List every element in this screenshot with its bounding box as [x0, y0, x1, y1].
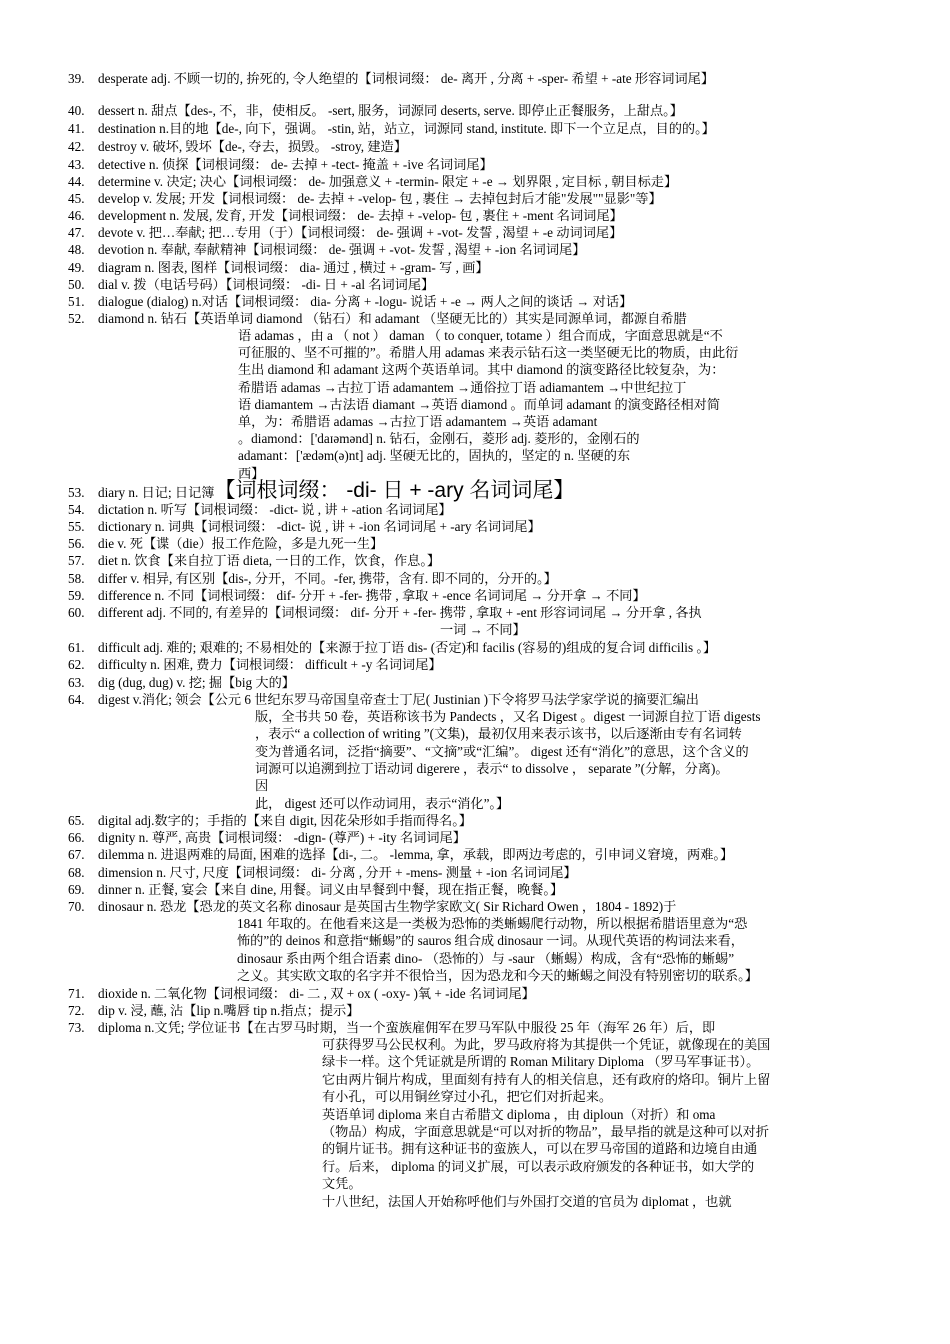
entry-headword: devotion n. 奉献, 奉献精神 — [98, 242, 247, 257]
vocab-entry — [68, 224, 900, 241]
entry-continuation-line: 西】 — [238, 465, 265, 481]
vocab-entry — [68, 518, 900, 535]
vocab-entry — [68, 674, 900, 691]
vocab-entry — [68, 479, 900, 502]
vocab-entry — [68, 812, 900, 829]
vocab-entry — [68, 846, 900, 863]
entry-number: 63. — [68, 675, 85, 690]
entry-headword: determine v. 决定; 决心 — [98, 174, 227, 189]
entry-etymology-note: 【词根词缀： -di- 日 + -ary 名词词尾】 — [214, 479, 575, 502]
entry-continuation-line: 一词 → 不同】 — [440, 622, 526, 637]
entry-headword: dictation n. 听写 — [98, 502, 188, 517]
entry-number: 41. — [68, 121, 85, 136]
entry-headword: dial v. 拨（电话号码） — [98, 277, 226, 292]
entry-continuation-line: 英语单词 diploma 来自古希腊文 diploma ，由 diploun（对折）和 oma — [322, 1106, 716, 1122]
entry-headword: diploma n.文凭; 学位证书 — [98, 1020, 241, 1035]
entry-headword: dialogue (dialog) n.对话 — [98, 294, 229, 309]
entry-continuation-line: （物品）构成，字面意思就是“可以对折的物品”，最早指的就是这种可以对折 — [322, 1124, 769, 1139]
entry-number: 68. — [68, 865, 85, 880]
entry-etymology-note: 【de-, 向下，强调。 -stin, 站，站立，词源同 stand, institute. 即下一个立足点，目的的。】 — [208, 121, 715, 136]
entry-number: 70. — [68, 899, 85, 914]
entry-continuation-line: 单，为：希腊语 adamas →古拉丁语 adamantem →英语 adamant — [238, 414, 598, 429]
entry-headword: detective n. 侦探 — [98, 157, 189, 172]
vocab-entry — [68, 190, 900, 207]
entry-etymology-note: 【词根词缀： de- 去掉 + -tect- 掩盖 + -ive 名词词尾】 — [188, 157, 493, 172]
entry-headword: dip v. 浸, 蘸, 沾 — [98, 1003, 184, 1018]
entry-etymology-note: 【词根词缀： de- 强调 + -vot- 发誓 , 渴望 + -e 动词词尾】 — [300, 225, 623, 240]
entry-number: 51. — [68, 294, 85, 309]
vocab-entry — [68, 639, 900, 656]
entry-headword: digital adj.数字的；手指的 — [98, 813, 247, 828]
vocab-entry — [68, 70, 900, 87]
entry-headword: diary n. 日记; 日记簿 — [98, 485, 215, 500]
entry-number: 65. — [68, 813, 85, 828]
vocab-entry — [68, 570, 900, 587]
vocab-entry — [68, 881, 900, 898]
entry-etymology-note: 【词根词缀： dif- 分开 + -fer- 携带 , 拿取 + -ent 形容词词尾 → 分开拿 , 各执 — [268, 605, 702, 620]
entry-headword: dignity n. 尊严, 高贵 — [98, 830, 212, 845]
entry-headword: devote v. 把…奉献; 把…专用（于） — [98, 225, 301, 240]
entry-headword: dessert n. 甜点 — [98, 103, 178, 118]
entry-etymology-note: 【dis-, 分开，不同。-fer, 携带，含有. 即不同的，分开的。】 — [215, 571, 557, 586]
entry-number: 57. — [68, 553, 85, 568]
entry-headword: difficult adj. 难的; 艰难的; 不易相处的 — [98, 640, 313, 655]
entry-headword: desperate adj. 不顾一切的, 拚死的, 令人绝望的 — [98, 71, 359, 86]
entry-number: 59. — [68, 588, 85, 603]
entry-continuation-line: 的铜片证书。拥有这种证书的蛮族人，可以在罗马帝国的道路和边境自由通 — [322, 1141, 758, 1157]
entry-headword: dictionary n. 词典 — [98, 519, 195, 534]
entry-etymology-note: 【词根词缀： de- 去掉 + -velop- 包 , 裹住 + -ment 名词词尾】 — [274, 208, 623, 223]
entry-etymology-note: 【词根词缀： dif- 分开 + -fer- 携带 , 拿取 + -ence 名词词尾 → 分开拿 → 不同】 — [194, 588, 646, 603]
vocab-entry — [68, 864, 900, 881]
entry-etymology-note: 【词根词缀： di- 分离 , 分开 + -mens- 测量 + -ion 名词词尾】 — [228, 865, 577, 880]
vocab-entry — [68, 1019, 900, 1036]
entry-headword: dinosaur n. 恐龙 — [98, 899, 187, 914]
entry-continuation-line: 它由两片铜片构成，里面刻有持有人的相关信息，还有政府的烙印。铜片上留 — [322, 1071, 771, 1087]
entry-etymology-note: 【词根词缀： -dict- 说 , 讲 + -ation 名词词尾】 — [187, 502, 452, 517]
entry-etymology-note: 【词根词缀： de- 离开 , 分离 + -sper- 希望 + -ate 形容词词尾】 — [358, 71, 715, 86]
entry-continuation-line: 可征服的、坚不可摧的”。希腊人用 adamas 来表示钻石这一类坚硬无比的物质，由此衍 — [238, 345, 739, 361]
entry-etymology-note: 【词根词缀： -dign- (尊严) + -ity 名词词尾】 — [211, 830, 466, 845]
vocab-entry — [68, 173, 900, 190]
entry-number: 45. — [68, 191, 85, 206]
vocab-entry — [68, 604, 900, 621]
entry-continuation-line: 词源可以追溯到拉丁语动词 digerere ，表示“ to dissolve ， separate ”(分解，分离)。 — [255, 760, 729, 776]
entry-etymology-note: 【词根词缀： -dict- 说 , 讲 + -ion 名词词尾 + -ary 名词词尾】 — [194, 519, 541, 534]
vocab-entry — [68, 898, 900, 915]
vocab-entry — [68, 1002, 900, 1019]
entry-number: 39. — [68, 71, 85, 86]
entry-number: 43. — [68, 157, 85, 172]
entry-headword: difficulty n. 困难, 费力 — [98, 657, 223, 672]
entry-continuation-line: 行。后来， diploma 的词义扩展，可以表示政府颁发的各种证书，如大学的 — [322, 1158, 755, 1174]
entry-number: 50. — [68, 277, 85, 292]
entry-headword: dimension n. 尺寸, 尺度 — [98, 865, 229, 880]
entry-etymology-note: 【在古罗马时期，当一个蛮族雇佣军在罗马军队中服役 25 年（海军 26 年）后，即 — [240, 1020, 716, 1035]
entry-continuation-line: dinosaur 系由两个组合语素 dino- （恐怖的）与 -saur （蜥蜴）构成，含有“恐怖的蜥蜴” — [237, 950, 735, 966]
entry-headword: difference n. 不同 — [98, 588, 195, 603]
entry-number: 64. — [68, 692, 85, 707]
entry-etymology-note: 【英语单词 diamond （钻石）和 adamant （坚硬无比的）其实是同源单词，都源自希腊 — [187, 311, 687, 326]
entry-continuation-line: 此， digest 还可以作动词用，表示“消化”。】 — [255, 795, 510, 811]
vocab-entry — [68, 501, 900, 518]
entry-etymology-note: 【来自 digit, 因花朵形如手指而得名。】 — [246, 813, 472, 828]
entry-etymology-note: 【des-, 不，非，使相反。 -sert, 服务，词源同 deserts, serve. 即停止正餐服务，上甜点。】 — [177, 103, 683, 118]
vocab-entry — [68, 552, 900, 569]
vocab-entry — [68, 138, 900, 155]
entry-number: 47. — [68, 225, 85, 240]
vocab-entry — [68, 276, 900, 293]
entry-number: 69. — [68, 882, 85, 897]
entry-etymology-note: 【big 大的】 — [222, 675, 295, 690]
entry-number: 67. — [68, 847, 85, 862]
entry-continuation-line: 十八世纪，法国人开始称呼他们与外国打交道的官员为 diplomat ，也就 — [322, 1193, 732, 1209]
entry-number: 53. — [68, 485, 85, 500]
entry-number: 58. — [68, 571, 85, 586]
entry-continuation-line: 文凭。 — [322, 1176, 362, 1192]
entry-number: 60. — [68, 605, 85, 620]
entry-headword: differ v. 相异, 有区别 — [98, 571, 216, 586]
entry-headword: diet n. 饮食 — [98, 553, 161, 568]
entry-continuation-line: 。diamond：['daɪəmənd] n. 钻石，金刚石，菱形 adj. 菱形的，金刚石的 — [238, 431, 640, 447]
entry-continuation-line: 变为普通名词，泛指“摘要”、“文摘”或“汇编”。 digest 还有“消化”的意思，这个含义的 — [255, 743, 749, 759]
entry-continuation-line: ，表示“ a collection of writing ”(文集)，最初仅用来表示该书，以后逐渐由专有名词转 — [255, 726, 742, 742]
entry-headword: digest v.消化; 领会 — [98, 692, 202, 707]
entry-number: 73. — [68, 1020, 85, 1035]
entry-number: 42. — [68, 139, 85, 154]
entry-number: 62. — [68, 657, 85, 672]
entry-etymology-note: 【de-, 夺去，损毁。 -stroy, 建造】 — [211, 139, 407, 154]
entry-headword: destination n.目的地 — [98, 121, 209, 136]
vocab-entry — [68, 241, 900, 258]
entry-continuation-line: 因 — [255, 778, 269, 794]
entry-etymology-note: 【公元 6 世纪东罗马帝国皇帝查士丁尼( Justinian )下令将罗马法学家学说的摘要汇编出 — [201, 692, 699, 707]
entry-headword: dinner n. 正餐, 宴会 — [98, 882, 208, 897]
entry-number: 40. — [68, 103, 85, 118]
entry-headword: different adj. 不同的, 有差异的 — [98, 605, 269, 620]
entry-etymology-note: 【词根词缀： difficult + -y 名词词尾】 — [222, 657, 442, 672]
entry-continuation-line: 有小孔，可以用铜丝穿过小孔，把它们对折起来。 — [322, 1089, 613, 1105]
entry-headword: dig (dug, dug) v. 挖; 掘 — [98, 675, 223, 690]
entry-number: 55. — [68, 519, 85, 534]
entry-etymology-note: 【来自拉丁语 dieta, 一日的工作，饮食，作息。】 — [160, 553, 441, 568]
entry-continuation-line: 版，全书共 50 卷，英语称该书为 Pandects ，又名 Digest 。digest 一词源自拉丁语 digests — [255, 709, 761, 724]
entry-headword: development n. 发展, 发育, 开发 — [98, 208, 275, 223]
entry-etymology-note: 【词根词缀： -di- 日 + -al 名词词尾】 — [225, 277, 435, 292]
entry-headword: die v. 死 — [98, 536, 143, 551]
entry-number: 61. — [68, 640, 85, 655]
entry-etymology-note: 【来自 dine, 用餐。词义由早餐到中餐，现在指正餐，晚餐。】 — [207, 882, 564, 897]
entry-continuation-line: adamant：['ædəm(ə)nt] adj. 坚硬无比的，固执的，坚定的 n. 坚硬的东 — [238, 448, 631, 464]
entry-etymology-note: 【词根词缀： dia- 通过 , 横过 + -gram- 写 , 画】 — [217, 260, 489, 275]
entry-continuation-line: 希腊语 adamas →古拉丁语 adamantem →通俗拉丁语 adiamantem →中世纪拉丁 — [238, 379, 687, 395]
vocab-entry — [68, 535, 900, 552]
entry-continuation-line: 怖的”的 deinos 和意指“蜥蜴”的 sauros 组合成 dinosaur 一词。从现代英语的构词法来看， — [237, 933, 744, 949]
entry-number: 66. — [68, 830, 85, 845]
vocab-entry — [68, 259, 900, 276]
entry-headword: diagram n. 图表, 图样 — [98, 260, 218, 275]
entry-continuation-line: 语 diamantem →古法语 diamant →英语 diamond 。而单词 adamant 的演变路径相对简 — [238, 396, 721, 412]
entry-etymology-note: 【词根词缀： dia- 分离 + -logu- 说话 + -e → 两人之间的谈话 → 对话】 — [228, 294, 633, 309]
entry-number: 46. — [68, 208, 85, 223]
entry-number: 71. — [68, 986, 85, 1001]
entry-continuation-line: 之义。其实欧文取的名字并不很恰当，因为恐龙和今天的蜥蜴之间没有特别密切的联系。】 — [237, 968, 758, 984]
vocab-entry — [68, 120, 900, 137]
entry-continuation-line: 可获得罗马公民权利。为此，罗马政府将为其提供一个凭证，就像现在的美国 — [322, 1037, 771, 1052]
vocab-entry — [68, 656, 900, 673]
vocab-entry — [68, 293, 900, 310]
entry-etymology-note: 【lip n.嘴唇 tip n.指点；提示】 — [183, 1003, 360, 1018]
entry-headword: diamond n. 钻石 — [98, 311, 188, 326]
vocab-entry — [68, 691, 900, 708]
entry-headword: dilemma n. 进退两难的局面, 困难的选择 — [98, 847, 326, 862]
entry-continuation-line: 生出 diamond 和 adamant 这两个英语单词。其中 diamond 的演变路径比较复杂，为： — [238, 362, 725, 378]
vocab-entry — [68, 985, 900, 1002]
entry-headword: dioxide n. 二氧化物 — [98, 986, 207, 1001]
vocab-entry — [68, 156, 900, 173]
entry-number: 44. — [68, 174, 85, 189]
entry-etymology-note: 【di-, 二。 -lemma, 拿，承载，即两边考虑的，引申词义窘境，两难。】 — [325, 847, 734, 862]
entry-number: 54. — [68, 502, 85, 517]
vocab-entry — [68, 207, 900, 224]
entry-etymology-note: 【词根词缀： de- 强调 + -vot- 发誓 , 渴望 + -ion 名词词尾】 — [246, 242, 586, 257]
vocab-entry — [68, 829, 900, 846]
entry-number: 56. — [68, 536, 85, 551]
entry-number: 52. — [68, 311, 85, 326]
vocab-entry — [68, 587, 900, 604]
entry-etymology-note: 【恐龙的英文名称 dinosaur 是英国古生物学家欧文( Sir Richard Owen ，1804 - 1892)于 — [186, 899, 677, 914]
entry-continuation-line: 语 adamas ，由 a （ not ） daman （ to conquer, totame ）组合而成，字面意思就是“不 — [238, 328, 723, 343]
vocab-entry — [68, 310, 900, 327]
entry-headword: develop v. 发展; 开发 — [98, 191, 216, 206]
entry-number: 48. — [68, 242, 85, 257]
entry-headword: destroy v. 破坏, 毁坏 — [98, 139, 212, 154]
entry-number: 72. — [68, 1003, 85, 1018]
entry-continuation-line: 绿卡一样。这个凭证就是所谓的 Roman Military Diploma （罗马军事证书）。 — [322, 1054, 760, 1070]
entry-continuation-line: 1841 年取的。在他看来这是一类极为恐怖的类蜥蜴爬行动物，所以根据希腊语里意为“恐 — [237, 916, 748, 931]
entry-etymology-note: 【谍（die）报工作危险，多是九死一生】 — [142, 536, 384, 551]
entry-number: 49. — [68, 260, 85, 275]
entry-etymology-note: 【词根词缀： di- 二 , 双 + ox ( -oxy- )氧 + -ide 名词词尾】 — [206, 986, 535, 1001]
vocab-entry — [68, 102, 900, 119]
entry-etymology-note: 【来源于拉丁语 dis- (否定)和 facilis (容易的)组成的复合词 difficilis 。】 — [312, 640, 717, 655]
entry-etymology-note: 【词根词缀： de- 去掉 + -velop- 包 , 裹住 → 去掉包封后才能"发展""显影"等】 — [215, 191, 662, 206]
entry-etymology-note: 【词根词缀： de- 加强意义 + -termin- 限定 + -e → 划界限 , 定目标 , 朝目标走】 — [226, 174, 678, 189]
